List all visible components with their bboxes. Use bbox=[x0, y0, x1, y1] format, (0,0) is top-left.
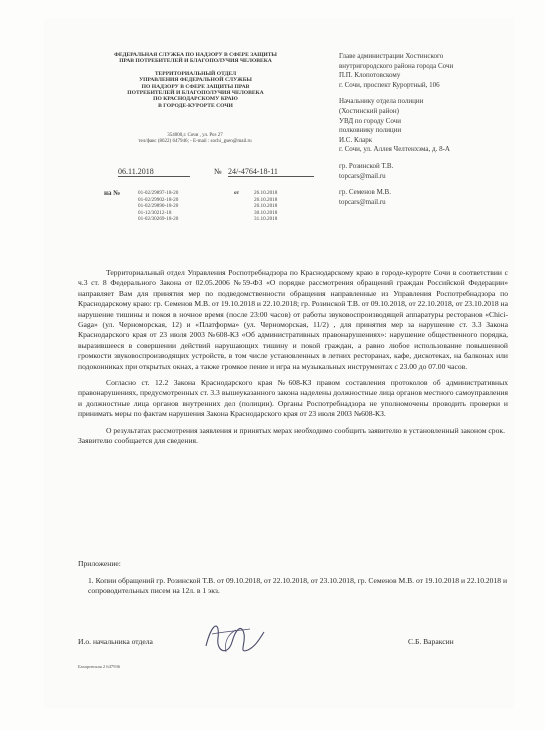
contacts-line: тел/факс (8622) 647946; - E-mail : sochi_gsen@mail.ru bbox=[138, 139, 252, 144]
recipient-line: полковнику полиции bbox=[339, 126, 402, 135]
recipient bbox=[339, 162, 519, 181]
ref-date: 26.10.2018 bbox=[254, 190, 278, 196]
recipient bbox=[339, 188, 519, 207]
body-paragraph: Территориальный отдел Управления Роспотребнадзора по Краснодарскому краю в городе-курорте Сочи в соответствии с ч.3 ст. 8 Федерального Закона от 02.05.2006 №59-ФЗ «О порядке рассмотрения обращений граждан Российской Федерации» направляет Вам для принятия мер по подведомственности обращения направленные из Управления Роспотребнадзора по Краснодарскому краю: гр. Семенов М.В. от 19.10.2018 и 22.10.2018; гр. Розинской Т.В. от 09.10.2018, от 22.10.2018, от 23.10.2018 на нарушение тишины и покоя в ночное время (после 23:00 часов) от работы звуковоспроизводящей аппаратуры ресторанов «Chici-Gaga» (ул. Черноморская, 12) и «Платформа» (ул. Черноморская, 11/2) , для принятия мер за нарушение ст. 3.3 Закона Краснодарского края от 23 июля 2003 №608-КЗ «Об административных правонарушениях»: нарушение общественного порядка, выразившееся в совершении действий нарушающих тишину и покой граждан, а равно любое использование повышенной громкости звуковоспроизводящих устройств, в том числе установленных в летних ресторанах, кафе, дискотеках, на балконах или подоконниках при открытых окнах, а также громкое пение и игра на музыкальных инструментах с 23.00 до 07.00 часов. bbox=[78, 268, 508, 371]
ref-number: 01-02/29902-18-20 bbox=[138, 196, 179, 203]
attachments-title: Приложение: bbox=[78, 559, 121, 568]
document-date: 06.11.2018 bbox=[118, 167, 190, 177]
org-line: ТЕРРИТОРИАЛЬНЫЙ ОТДЕЛ bbox=[154, 70, 237, 77]
org-line: ПО КРАСНОДАРСКОМУ КРАЮ bbox=[153, 96, 238, 103]
org-line: ПО НАДЗОРУ В СФЕРЕ ЗАЩИТЫ ПРАВ bbox=[141, 83, 250, 90]
letter-body bbox=[78, 268, 508, 453]
ref-label: на № bbox=[104, 189, 121, 197]
ref-date: 26.10.2018 bbox=[254, 196, 278, 203]
organization-header bbox=[88, 52, 303, 109]
recipient-line: гр. Розинской Т.В. bbox=[339, 161, 394, 170]
document-number: 24/-4764-18-11 bbox=[228, 167, 314, 177]
recipient bbox=[339, 52, 519, 90]
recipient-line: (Хостинский район) bbox=[339, 106, 399, 115]
recipient-line: г. Сочи, ул. Аллея Челтенхэма, д. 8-А bbox=[339, 145, 450, 154]
executor-note: Бахарєвская 2 647936 bbox=[78, 664, 121, 669]
number-sign: № bbox=[214, 167, 222, 176]
org-line: ПОТРЕБИТЕЛЕЙ И БЛАГОПОЛУЧИЯ ЧЕЛОВЕКА bbox=[127, 90, 264, 97]
org-line: ПРАВ ПОТРЕБИТЕЛЕЙ И БЛАГОПОЛУЧИЯ ЧЕЛОВЕКА bbox=[119, 58, 272, 65]
recipient-line: Главе администрации Хостинского bbox=[339, 52, 444, 60]
signer-name: С.Б. Вараксин bbox=[408, 637, 454, 646]
body-paragraph: О результатах рассмотрения заявления и принятых мерах необходимо сообщить заявителю в установленный законом срок. bbox=[106, 425, 505, 435]
ref-numbers bbox=[138, 190, 178, 223]
recipient-email: topcars@mail.ru bbox=[339, 171, 386, 180]
recipient-line: Начальнику отдела полиции bbox=[339, 97, 424, 106]
recipient-email: topcars@mail.ru bbox=[339, 197, 386, 206]
ref-number: 01-12/30212-18 bbox=[138, 209, 172, 216]
org-line: ФЕДЕРАЛЬНАЯ СЛУЖБА ПО НАДЗОРУ В СФЕРЕ ЗАЩИТЫ bbox=[114, 52, 277, 58]
ref-number: 01-02/29890-18-20 bbox=[138, 203, 179, 210]
signer-position: И.о. начальника отдела bbox=[78, 637, 153, 646]
org-line: В ГОРОДЕ-КУРОРТЕ СОЧИ bbox=[158, 102, 233, 109]
ref-dates bbox=[254, 190, 277, 223]
recipients-block bbox=[339, 52, 519, 214]
signature-row bbox=[78, 637, 518, 667]
recipient-line: П.П. Клопотовскому bbox=[339, 71, 401, 80]
ref-date: 31.10.2018 bbox=[254, 216, 278, 223]
recipient-line: г. Сочи, проспект Курортный, 106 bbox=[339, 80, 440, 89]
org-address bbox=[100, 133, 290, 145]
body-paragraph: Согласно ст. 12.2 Закона Краснодарского края №608-КЗ правом составления протоколов об административных правонарушениях, предусмотренных ст. 3.3 вышеуказанного закона наделены должностные лица органов местного самоуправления и должностные лица органов внутренних дел (полиции). Органы Роспотребнадзора не уполномочены проводить проверки и принимать меры по фактам нарушения Закона Краснодарского края от 23 июля 2003 №608-КЗ. bbox=[78, 378, 508, 419]
org-line: УПРАВЛЕНИЯ ФЕДЕРАЛЬНОЙ СЛУЖБЫ bbox=[139, 77, 252, 84]
ref-number: 01-02/29897-18-20 bbox=[138, 190, 179, 196]
outgoing-reg bbox=[118, 167, 328, 179]
recipient-line: внутригородского района города Сочи bbox=[339, 61, 454, 70]
recipient-line: УВД по городу Сочи bbox=[339, 116, 401, 125]
recipient-line: гр. Семенов М.В. bbox=[339, 188, 391, 197]
recipient bbox=[339, 97, 519, 155]
ref-date: 26.10.2018 bbox=[254, 203, 278, 210]
ref-date: 30.10.2018 bbox=[254, 209, 278, 216]
address-line: 354000,г. Сочи , ул. Роз 27 bbox=[167, 133, 223, 138]
body-paragraph: Заявителю сообщается для сведения. bbox=[78, 436, 198, 446]
recipient-line: И.С. Кларк bbox=[339, 135, 373, 144]
attachment-item: 1. Копии обращений гр. Розинской Т.В. от 09.10.2018, от 22.10.2018, от 23.10.2018, гр. Семенов М.В. от 19.10.2018 и 22.10.2018 и сопроводительных писем на 12л. в 1 экз. bbox=[88, 576, 508, 596]
ref-ot: от bbox=[234, 190, 240, 196]
ref-number: 01-02/30269-18-20 bbox=[138, 216, 179, 223]
